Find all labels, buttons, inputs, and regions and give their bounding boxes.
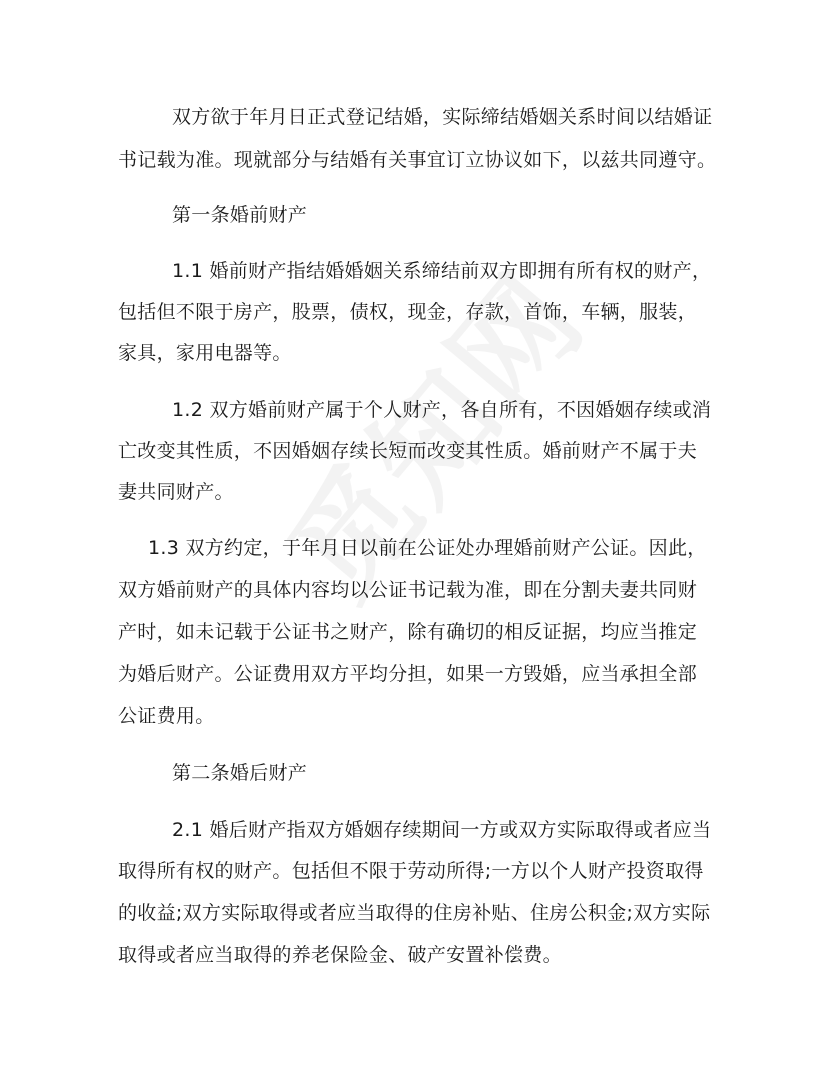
- watermark: [228, 224, 633, 636]
- text-line: 妻共同财产。: [118, 481, 234, 503]
- text-line: 双方婚前财产的具体内容均以公证书记载为准，即在分割夫妻共同财: [118, 579, 698, 601]
- text-line: 取得所有权的财产。包括但不限于劳动所得;一方以个人财产投资取得: [118, 860, 704, 882]
- text-line: 包括但不限于房产，股票，债权，现金，存款，首饰，车辆，服装，: [118, 301, 698, 323]
- text-line: 1.2 双方婚前财产属于个人财产，各自所有，不因婚姻存续或消: [172, 399, 712, 421]
- text-line: 取得或者应当取得的养老保险金、破产安置补偿费。: [118, 944, 562, 966]
- text-line: 1.3 双方约定，于年月日以前在公证处办理婚前财产公证。因此，: [148, 537, 707, 559]
- text-line: 为婚后财产。公证费用双方平均分担，如果一方毁婚，应当承担全部: [118, 663, 698, 685]
- text-line: 1.1 婚前财产指结婚婚姻关系缔结前双方即拥有所有权的财产，: [172, 260, 712, 282]
- text-line: 产时，如未记载于公证书之财产，除有确切的相反证据，均应当推定: [118, 621, 698, 643]
- article-2-title: 第二条婚后财产: [172, 762, 308, 784]
- text-line: 家具，家用电器等。: [118, 342, 292, 364]
- text-line: 的收益;双方实际取得或者应当取得的住房补贴、住房公积金;双方实际: [118, 902, 711, 924]
- text-line: 双方欲于年月日正式登记结婚，实际缔结婚姻关系时间以结婚证: [172, 106, 713, 128]
- text-line: 2.1 婚后财产指双方婚姻存续期间一方或双方实际取得或者应当: [172, 819, 712, 841]
- article-1-title: 第一条婚前财产: [172, 204, 308, 226]
- text-line: 公证费用。: [118, 705, 215, 727]
- text-line: 亡改变其性质，不因婚姻存续长短而改变其性质。婚前财产不属于夫: [118, 440, 698, 462]
- text-line: 书记载为准。现就部分与结婚有关事宜订立协议如下，以兹共同遵守。: [118, 149, 717, 171]
